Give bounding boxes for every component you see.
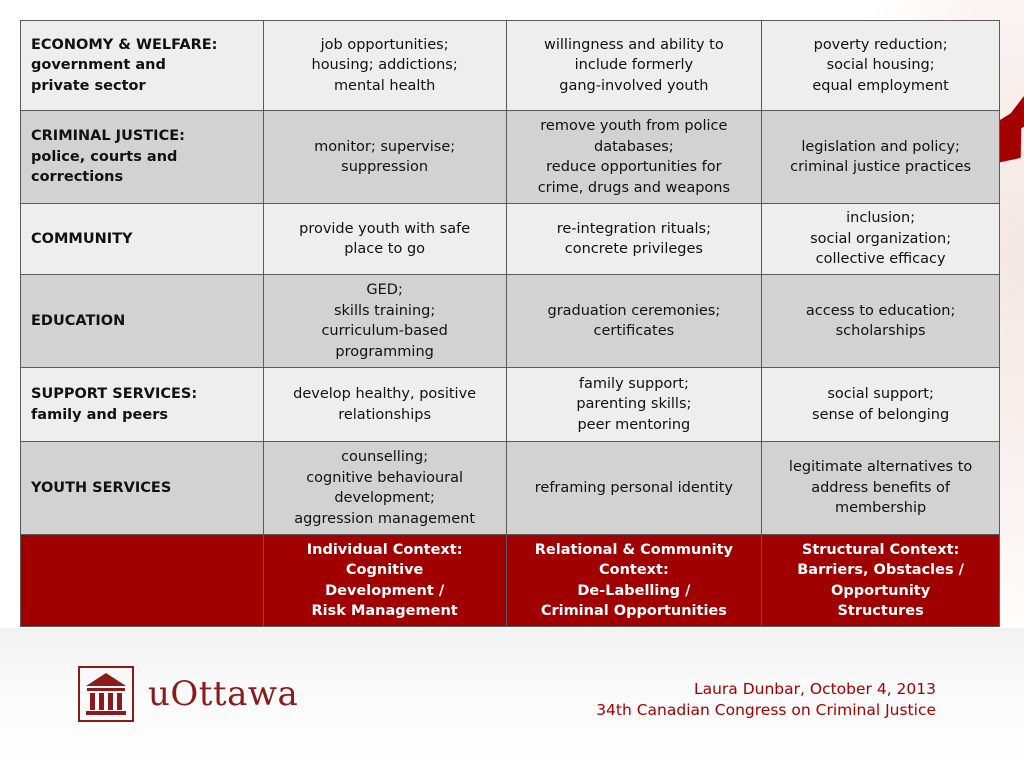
cell-individual: counselling; cognitive behavioural development; aggression management: [263, 442, 506, 535]
context-header-row: [21, 535, 1000, 627]
row-label: CRIMINAL JUSTICE: police, courts and corrections: [21, 111, 264, 204]
cell-relational: graduation ceremonies; certificates: [506, 275, 762, 368]
cell-individual: monitor; supervise; suppression: [263, 111, 506, 204]
footer-event: 34th Canadian Congress on Criminal Justice: [596, 701, 936, 719]
structural-context-label: Structural Context: Barriers, Obstacles / Opportunity Structures: [762, 535, 1000, 627]
row-label: YOUTH SERVICES: [21, 442, 264, 535]
empty-corner-cell: [21, 535, 264, 627]
cell-relational: willingness and ability to include formerly gang-involved youth: [506, 21, 762, 111]
table-row: [21, 368, 1000, 442]
cell-individual: GED; skills training; curriculum-based programming: [263, 275, 506, 368]
table-row: [21, 21, 1000, 111]
cell-structural: legitimate alternatives to address benefits of membership: [762, 442, 1000, 535]
row-label: COMMUNITY: [21, 204, 264, 275]
cell-structural: access to education; scholarships: [762, 275, 1000, 368]
relational-context-label: Relational & Community Context: De-Labelling / Criminal Opportunities: [506, 535, 762, 627]
row-label: ECONOMY & WELFARE: government and private sector: [21, 21, 264, 111]
footer-credit: [596, 679, 936, 721]
cell-individual: job opportunities; housing; addictions; mental health: [263, 21, 506, 111]
cell-individual: develop healthy, positive relationships: [263, 368, 506, 442]
table-row: [21, 111, 1000, 204]
uottawa-logo: [78, 666, 298, 722]
footer-author-date: Laura Dunbar, October 4, 2013: [693, 680, 936, 698]
cell-relational: reframing personal identity: [506, 442, 762, 535]
cell-relational: family support; parenting skills; peer mentoring: [506, 368, 762, 442]
cell-individual: provide youth with safe place to go: [263, 204, 506, 275]
cell-relational: remove youth from police databases; reduce opportunities for crime, drugs and weapons: [506, 111, 762, 204]
cell-structural: inclusion; social organization; collective efficacy: [762, 204, 1000, 275]
cell-structural: social support; sense of belonging: [762, 368, 1000, 442]
logo-wordmark: uOttawa: [148, 674, 299, 714]
cell-structural: legislation and policy; criminal justice practices: [762, 111, 1000, 204]
individual-context-label: Individual Context: Cognitive Development / Risk Management: [263, 535, 506, 627]
table-row: [21, 442, 1000, 535]
building-icon: [78, 666, 134, 722]
table-row: [21, 204, 1000, 275]
row-label: EDUCATION: [21, 275, 264, 368]
context-table: [20, 20, 1000, 627]
table-row: [21, 275, 1000, 368]
cell-relational: re-integration rituals; concrete privileges: [506, 204, 762, 275]
cell-structural: poverty reduction; social housing; equal employment: [762, 21, 1000, 111]
row-label: SUPPORT SERVICES: family and peers: [21, 368, 264, 442]
